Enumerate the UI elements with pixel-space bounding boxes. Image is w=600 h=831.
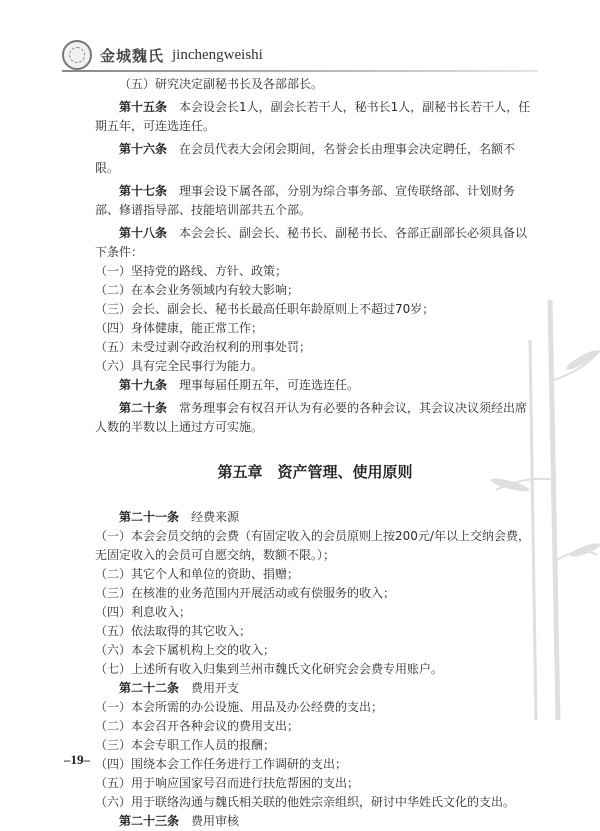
list-item: （二）在本会业务领域内有较大影响； <box>95 283 300 297</box>
article-text: 在会员代表大会闭会期间，名誉会长由理事会决定聘任，名额不限。 <box>95 142 516 175</box>
chapter-heading: 第五章 资产管理、使用原则 <box>217 463 413 481</box>
article-text: 理事会设下属各部，分别为综合事务部、宣传联络部、计划财务部、修谱指导部、技能培训部共五个部。 <box>95 184 516 217</box>
article-18 <box>95 224 535 262</box>
article-23 <box>95 812 535 831</box>
list-item: （一）本会会员交纳的会费（有固定收入的会员原则上按200元/年以上交纳会费，无固定收入的会员可自愿交纳，数额不限。）； <box>95 529 530 562</box>
paragraph: （五）研究决定副秘书长及各部部长。 <box>119 77 324 91</box>
article-text: 经费来源 <box>191 510 240 524</box>
brand-chinese: 金城魏氏 <box>100 46 165 65</box>
article-16 <box>95 140 535 178</box>
list-item: （五）未受过剥夺政治权利的刑事处罚； <box>95 340 312 354</box>
header-rule <box>62 70 538 72</box>
list-item: （四）利息收入； <box>95 605 192 619</box>
article-title: 第二十二条 <box>119 681 180 695</box>
article-title: 第十五条 <box>119 100 168 114</box>
list-item: （二）其它个人和单位的资助、捐赠； <box>95 567 300 581</box>
list-item: （四）围绕本会工作任务进行工作调研的支出； <box>95 757 348 771</box>
list-item: （五）依法取得的其它收入； <box>95 624 252 638</box>
article-22 <box>95 679 535 698</box>
article-text: 本会会长、副会长、秘书长、副秘书长、各部正副部长必须具备以下条件： <box>95 226 528 259</box>
list-item: （六）本会下属机构上交的收入； <box>95 643 276 657</box>
article-title: 第十六条 <box>119 142 168 156</box>
list-item: （三）在核准的业务范围内开展活动或有偿服务的收入； <box>95 586 396 600</box>
article-title: 第二十条 <box>119 401 168 415</box>
article-text: 本会设会长1人，副会长若干人，秘书长1人，副秘书长若干人，任期五年，可连选连任。 <box>95 100 531 133</box>
article-text: 费用审核 <box>191 814 240 828</box>
list-item: （六）具有完全民事行为能力。 <box>95 359 264 373</box>
list-item: （六）用于联络沟通与魏氏相关联的他姓宗亲组织，研讨中华姓氏文化的支出。 <box>95 795 516 809</box>
article-17 <box>95 182 535 220</box>
article-title: 第十八条 <box>119 226 168 240</box>
list-item: （五）用于响应国家号召而进行扶危帮困的支出； <box>95 776 360 790</box>
article-20 <box>95 399 535 437</box>
list-item: （三）会长、副会长、秘书长最高任职年龄原则上不超过70岁； <box>95 302 435 316</box>
article-title: 第十七条 <box>119 184 168 198</box>
article-text: 费用开支 <box>191 681 240 695</box>
clan-emblem-icon <box>62 40 92 70</box>
list-item: （七）上述所有收入归集到兰州市魏氏文化研究会会费专用账户。 <box>95 662 444 676</box>
page-header <box>62 40 263 70</box>
article-title: 第十九条 <box>119 378 168 392</box>
article-15 <box>95 98 535 136</box>
brand-pinyin: jinchengweishi <box>172 46 263 63</box>
list-item: （一）本会所需的办公设施、用品及办公经费的支出； <box>95 700 384 714</box>
list-item: （四）身体健康，能正常工作； <box>95 321 264 335</box>
list-item: （一）坚持党的路线、方针、政策； <box>95 264 288 278</box>
list-item: （三）本会专职工作人员的报酬； <box>95 738 276 752</box>
article-text: 常务理事会有权召开认为有必要的各种会议，其会议决议须经出席人数的半数以上通过方可实施。 <box>95 401 528 434</box>
article-text: 理事每届任期五年，可连选连任。 <box>179 378 360 392</box>
article-19 <box>95 376 535 395</box>
list-item: （二）本会召开各种会议的费用支出； <box>95 719 300 733</box>
article-21 <box>95 508 535 527</box>
page-body <box>95 75 535 831</box>
article-title: 第二十一条 <box>119 510 180 524</box>
article-title: 第二十三条 <box>119 814 180 828</box>
page-number: –19– <box>64 752 90 767</box>
